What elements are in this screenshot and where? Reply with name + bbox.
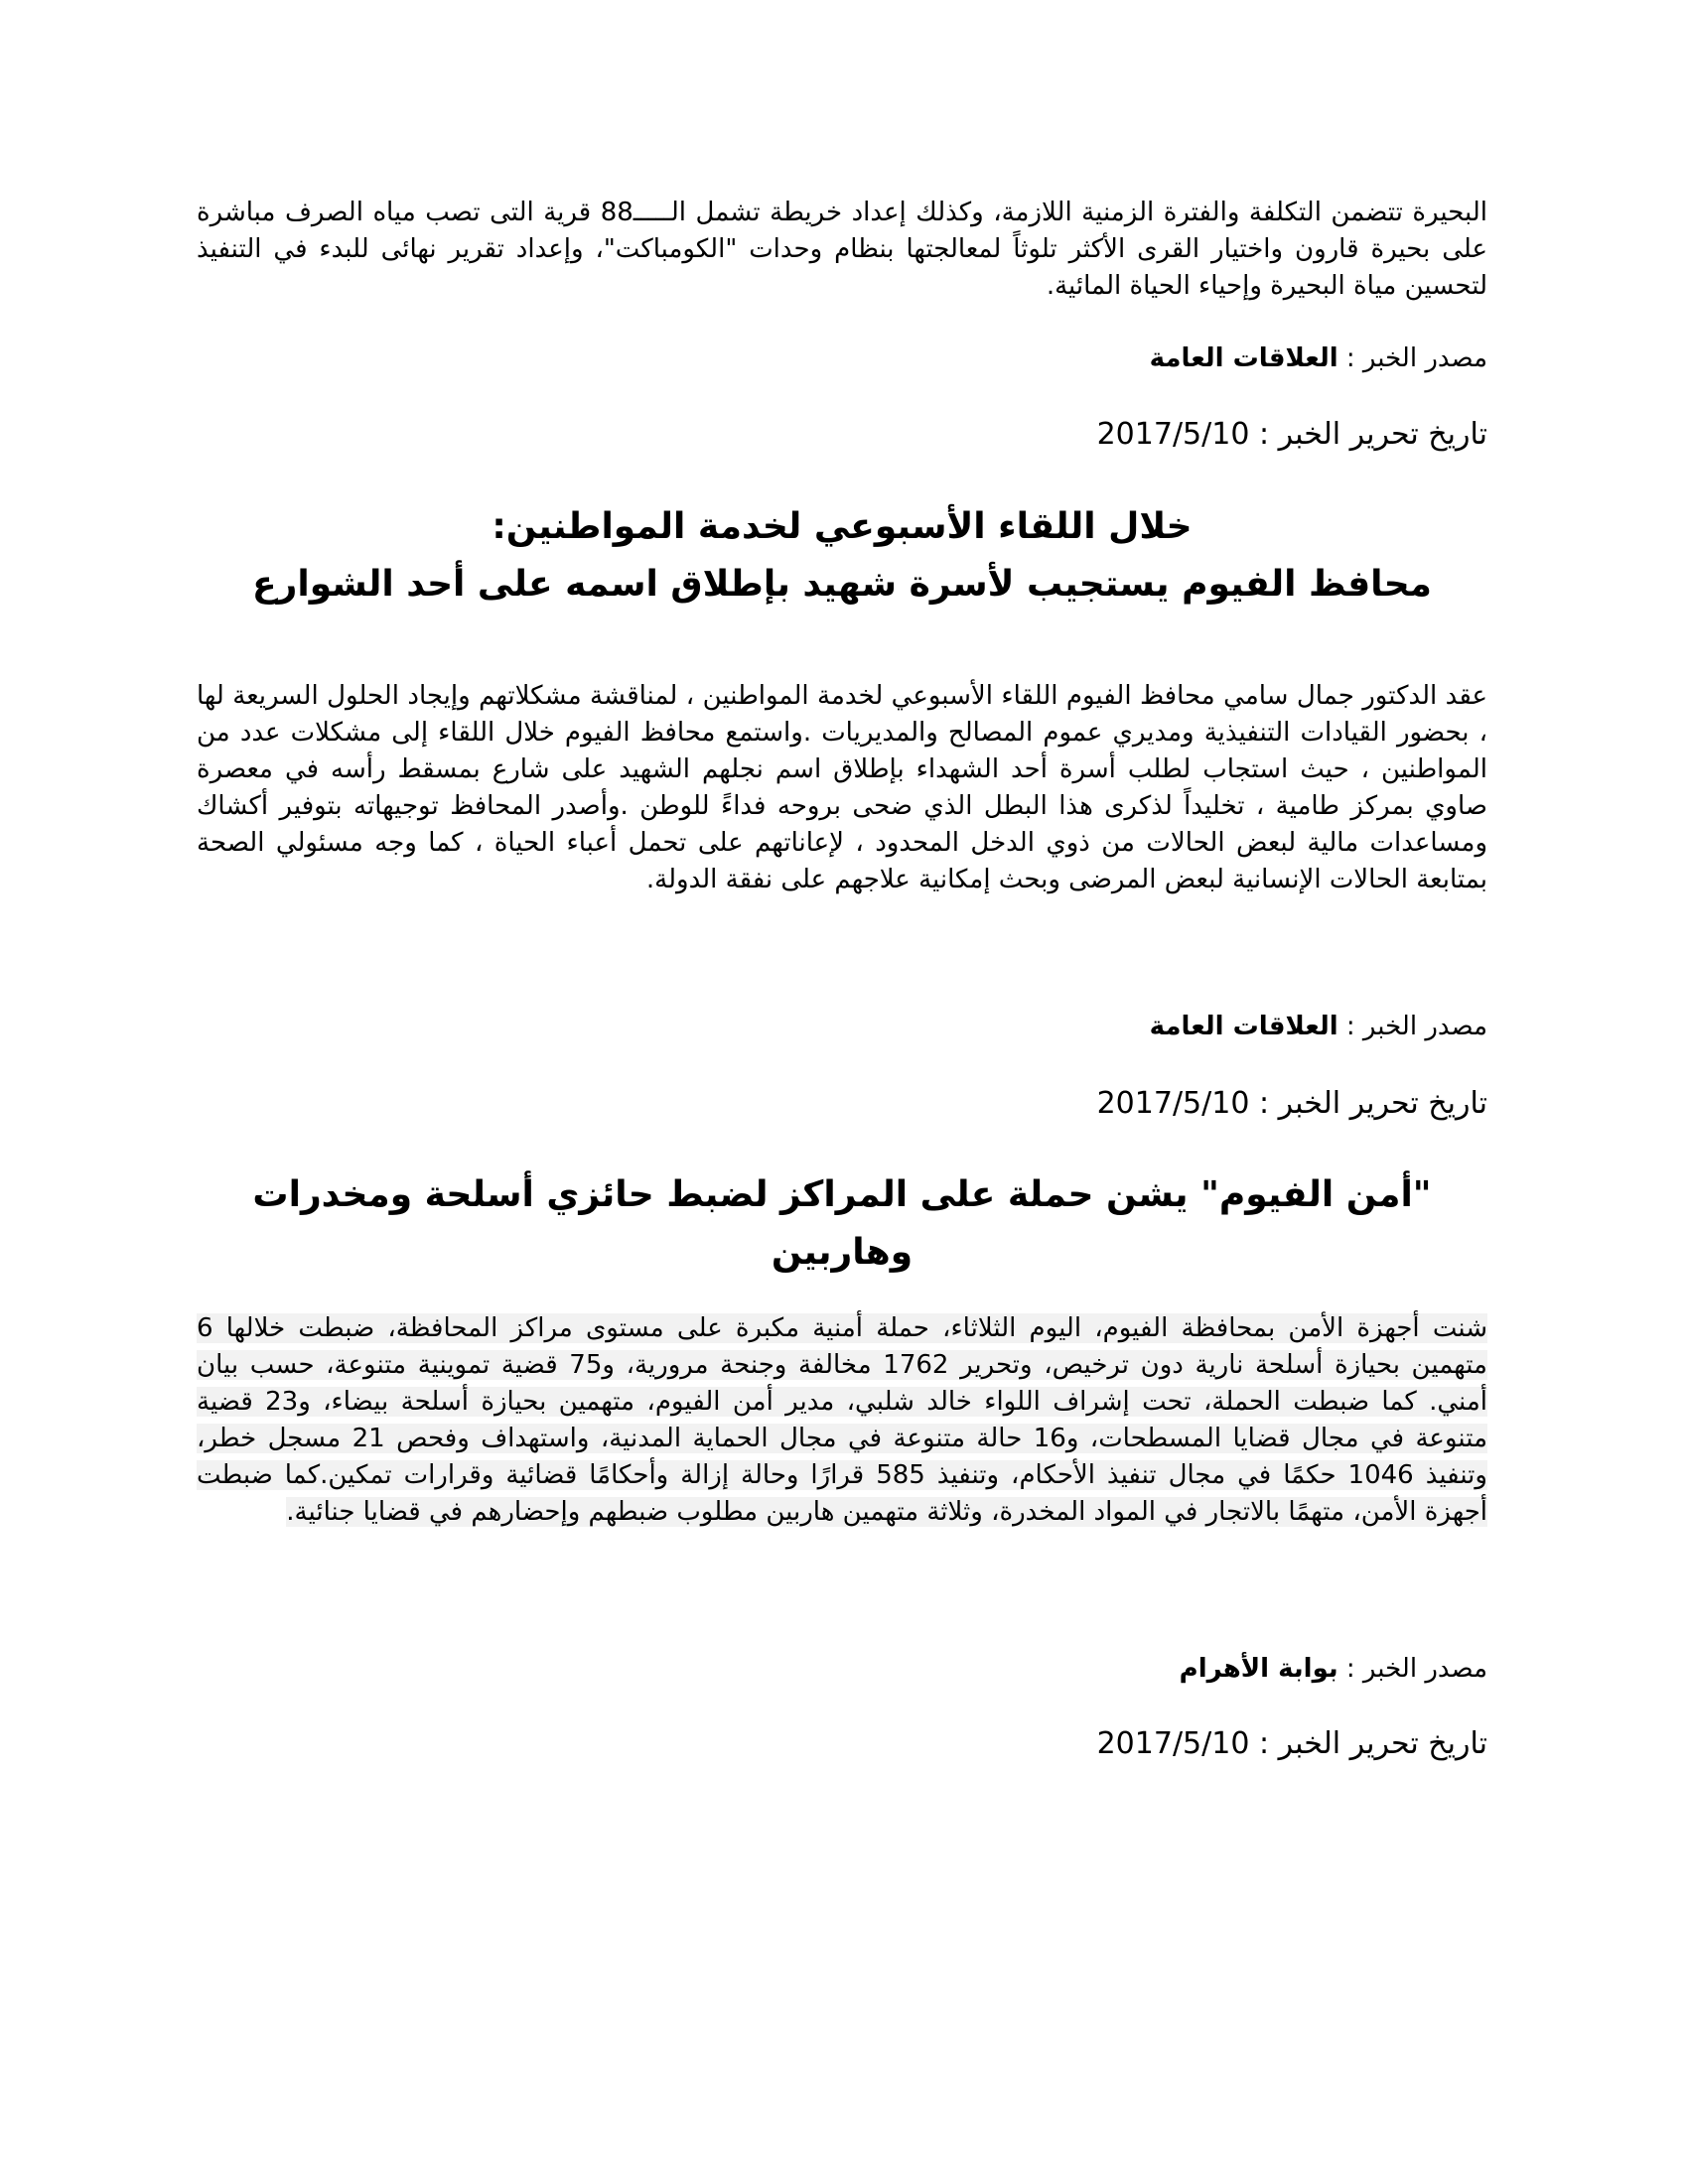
- document-page: [197, 0, 1487, 2184]
- date-label: تاريخ تحرير الخبر :: [1258, 1086, 1487, 1121]
- article-3-body-text: شنت أجهزة الأمن بمحافظة الفيوم، اليوم الثلاثاء، حملة أمنية مكبرة على مستوى مراكز المحافظة، ضبطت خلالها 6 متهمين بحيازة أسلحة نارية دون ترخيص، وتحرير 1762 مخالفة وجنحة مرورية، و75 قضية تموينية متنوعة، حسب بيان أمني. كما ضبطت الحملة، تحت إشراف اللواء خالد شلبي، مدير أمن الفيوم، متهمين بحيازة أسلحة بيضاء، و23 قضية متنوعة في مجال قضايا المسطحات، و16 حالة متنوعة في مجال الحماية المدنية، واستهداف وفحص 21 مسجل خطر، وتنفيذ 1046 حكمًا في مجال تنفيذ الأحكام، وتنفيذ 585 قرارًا وحالة إزالة وأحكامًا قضائية وقرارات تمكين.كما ضبطت أجهزة الأمن، متهمًا بالاتجار في المواد المخدرة، وثلاثة متهمين هاربين مطلوب ضبطهم وإحضارهم في قضايا جنائية.: [197, 1313, 1488, 1527]
- source-label: مصدر الخبر :: [1345, 1654, 1487, 1684]
- date-value: 2017/5/10: [1096, 1086, 1250, 1121]
- source-value: العلاقات العامة: [1149, 1012, 1338, 1041]
- article-3-headline: "أمن الفيوم" يشن حملة على المراكز لضبط حائزي أسلحة ومخدرات وهاربين: [252, 1174, 1432, 1273]
- headline-line-1: خلال اللقاء الأسبوعي لخدمة المواطنين:: [492, 506, 1193, 547]
- date-label: تاريخ تحرير الخبر :: [1258, 417, 1487, 452]
- article-2-headline: [197, 498, 1487, 614]
- article-2-body: عقد الدكتور جمال سامي محافظ الفيوم اللقاء الأسبوعي لخدمة المواطنين ، لمناقشة مشكلاتهم وإيجاد الحلول السريعة لها ، بحضور القيادات التنفيذية ومديري عموم المصالح والمديريات .واستمع محافظ الفيوم خلال اللقاء إلى مشكلات عدد من المواطنين ، حيث استجاب لطلب أسرة أحد الشهداء بإطلاق اسم نجلهم الشهيد على شارع بمسقط رأسه في معصرة صاوي بمركز طامية ، تخليداً لذكرى هذا البطل الذي ضحى بروحه فداءً للوطن .وأصدر المحافظ توجيهاته بتوفير أكشاك ومساعدات مالية لبعض الحالات من ذوي الدخل المحدود ، لإعاناتهم على تحمل أعباء الحياة ، كما وجه مسئولي الصحة بمتابعة الحالات الإنسانية لبعض المرضى وبحث إمكانية علاجهم على نفقة الدولة.: [197, 681, 1487, 894]
- source-label: مصدر الخبر :: [1345, 343, 1487, 373]
- source-value: بوابة الأهرام: [1179, 1654, 1338, 1684]
- date-value: 2017/5/10: [1096, 417, 1250, 452]
- date-label: تاريخ تحرير الخبر :: [1258, 1726, 1487, 1761]
- article-3-body: [197, 1310, 1487, 1531]
- article-2-date: [197, 1084, 1487, 1124]
- article-1-source: [197, 341, 1487, 375]
- article-3-date: [197, 1724, 1487, 1764]
- source-label: مصدر الخبر :: [1345, 1012, 1487, 1041]
- article-3-source: [197, 1652, 1487, 1686]
- article-2-source: [197, 1010, 1487, 1043]
- article-1-body: البحيرة تتضمن التكلفة والفترة الزمنية اللازمة، وكذلك إعداد خريطة تشمل الـــــ88 قرية التى تصب مياه الصرف مباشرة على بحيرة قارون واختيار القرى الأكثر تلوثاً لمعالجتها بنظام وحدات "الكومباكت"، وإعداد تقرير نهائى للبدء في التنفيذ لتحسين مياة البحيرة وإحياء الحياة المائية.: [197, 198, 1487, 301]
- date-value: 2017/5/10: [1096, 1726, 1250, 1761]
- headline-line-2: محافظ الفيوم يستجيب لأسرة شهيد بإطلاق اسمه على أحد الشوارع: [252, 564, 1432, 605]
- source-value: العلاقات العامة: [1149, 343, 1338, 373]
- article-1-date: [197, 415, 1487, 455]
